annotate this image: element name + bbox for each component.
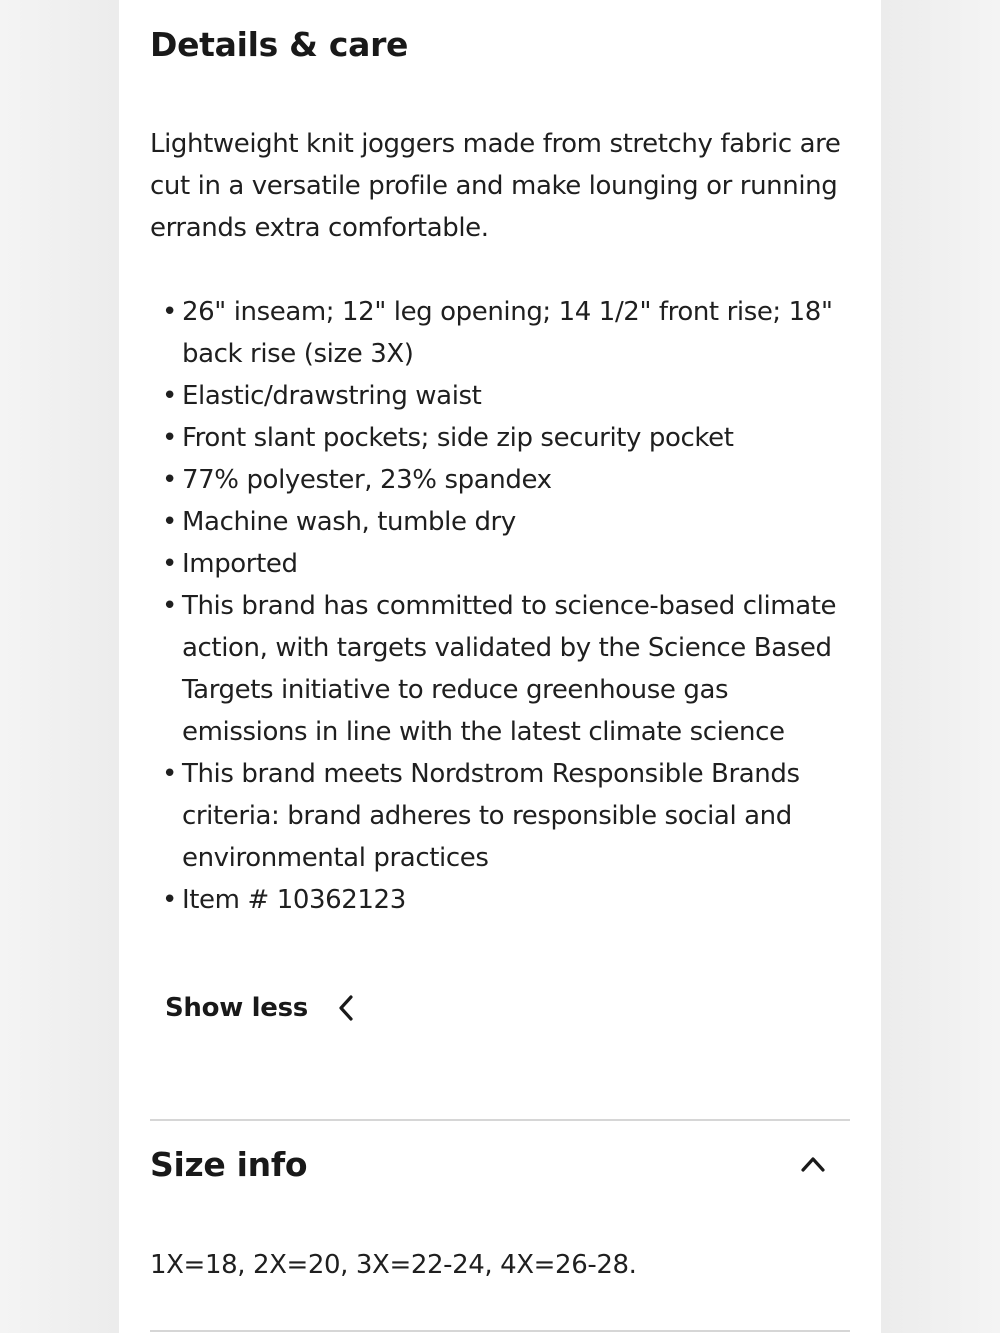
bullet-text: This brand has committed to science-based climate action, with targets validated by the Science Based Targets initiative to reduce greenhouse gas emissions in line with the latest climate science — [182, 591, 837, 747]
bullet-text: 77% polyester, 23% spandex — [182, 465, 552, 495]
product-info-panel — [119, 0, 881, 1333]
bullet-text: This brand meets Nordstrom Responsible Brands criteria: brand adheres to responsible social and environmental practices — [182, 759, 800, 873]
bullet-glyph: • — [162, 381, 177, 411]
bullet-text: Elastic/drawstring waist — [182, 381, 482, 411]
bullet-glyph: • — [162, 507, 177, 537]
bullet-glyph: • — [162, 423, 177, 453]
bullet-glyph: • — [162, 297, 177, 327]
chevron-up-icon[interactable] — [799, 1152, 827, 1176]
list-item — [162, 417, 860, 459]
details-care-heading: Details & care — [150, 25, 409, 64]
list-item — [162, 291, 860, 375]
list-item — [162, 585, 860, 753]
list-item — [162, 879, 860, 921]
size-info-text: 1X=18, 2X=20, 3X=22-24, 4X=26-28. — [150, 1250, 637, 1280]
bullet-glyph: • — [162, 549, 177, 579]
size-info-heading: Size info — [150, 1145, 308, 1184]
bullet-glyph: • — [162, 465, 177, 495]
list-item — [162, 501, 860, 543]
bullet-text: Imported — [182, 549, 298, 579]
bullet-glyph: • — [162, 885, 177, 915]
product-description: Lightweight knit joggers made from stretchy fabric are cut in a versatile profile and make lounging or running errands extra comfortable. — [150, 129, 841, 243]
list-item — [162, 459, 860, 501]
section-divider — [150, 1119, 850, 1121]
list-item — [162, 753, 860, 879]
show-less-label: Show less — [165, 993, 308, 1023]
list-item — [162, 543, 860, 585]
list-item — [162, 375, 860, 417]
chevron-left-icon — [336, 994, 356, 1022]
right-backdrop — [881, 0, 1000, 1333]
bullet-text: 26" inseam; 12" leg opening; 14 1/2" front rise; 18" back rise (size 3X) — [182, 297, 833, 369]
bullet-glyph: • — [162, 759, 177, 789]
bullet-glyph: • — [162, 591, 177, 621]
left-backdrop — [0, 0, 119, 1333]
details-bullet-list — [162, 291, 860, 921]
section-divider — [150, 1330, 850, 1332]
bullet-text: Front slant pockets; side zip security pocket — [182, 423, 734, 453]
bullet-text: Machine wash, tumble dry — [182, 507, 516, 537]
show-less-button[interactable] — [165, 993, 356, 1023]
bullet-text: Item # 10362123 — [182, 885, 406, 915]
